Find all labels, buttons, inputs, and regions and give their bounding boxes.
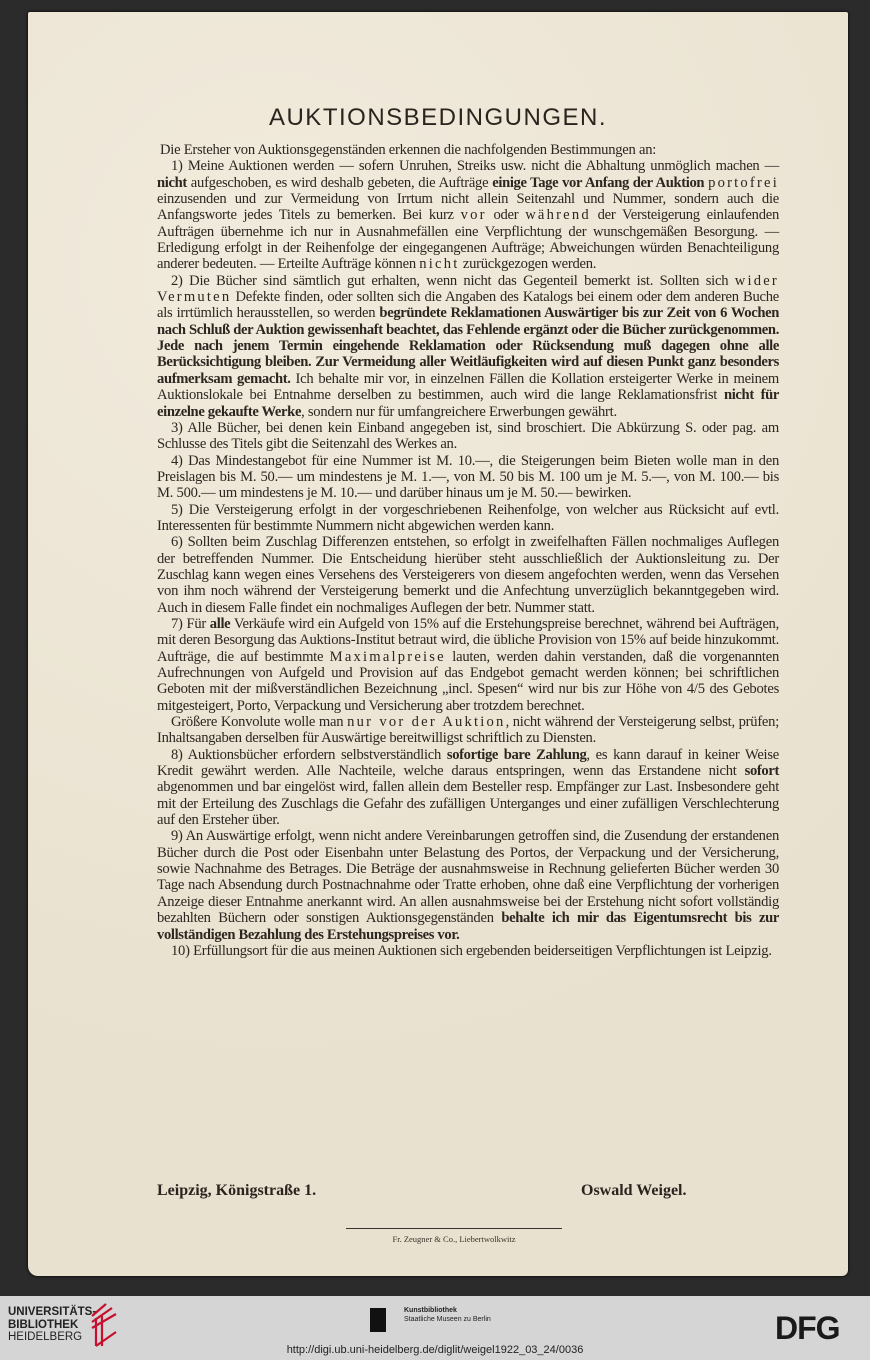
text-run: Verkäufe wird ein Aufgeld von 15% auf die Erstehungspreise berechnet, während bei Aufträgen, mit deren Besorgung das Auktions-Institut betraut wird, die übliche Provision von 15% auf beide hinzukommt. Aufträge, die auf bestimmte: [157, 615, 779, 665]
document-page: [28, 12, 848, 1276]
spaced-text-run: vor: [460, 207, 487, 224]
text-run: 2) Die Bücher sind sämtlich gut erhalten, wenn nicht das Gegenteil bemerkt ist. Sollten sich: [171, 272, 735, 289]
paragraph: [157, 616, 779, 714]
printer-imprint: Fr. Zeugner & Co., Liebertwolkwitz: [392, 1234, 516, 1244]
text-run: , sondern nur für umfangreichere Erwerbungen gewährt.: [301, 403, 617, 420]
paragraph: [157, 502, 779, 535]
paragraph: [157, 273, 779, 420]
kb-line1: Kunstbibliothek: [404, 1307, 457, 1314]
text-run: 4) Das Mindestangebot für eine Nummer ist M. 10.—, die Steigerungen beim Bieten wolle man in den Preislagen bis M. 50.— um mindestens je M. 1.—, von M. 50 bis M. 100 um je M. 5.—, von M. 100.— bis M. 500.— um mindestens je M. 10.— und darüber hinaus um je M. 50.— bewirken.: [157, 452, 779, 502]
ub-line1: UNIVERSITÄTS-: [8, 1306, 97, 1318]
paragraph: [157, 453, 779, 502]
text-run: 9) An Auswärtige erfolgt, wenn nicht andere Vereinbarungen getroffen sind, die Zusendung der erstandenen Bücher durch die Post oder Eisenbahn unter Belastung des Portos, der Verpackung und der Versicherung, sowie Nachnahme des Betrages. Die Beträge der ausnahmsweise in Rechnung gelieferten Bücher werden 30 Tage nach Absendung durch Postnachnahme oder Tratte erhoben, ohne daß eine Verpflichtung der vorherigen Anzeige dieser Entnahme anerkannt wird. An allen ausnahmsweise bei der Erstehung nicht sofort vollständig bezahlten Büchern oder sonstigen Auktionsgegenständen: [157, 828, 779, 927]
text-run: , nicht während der Versteigerung selbst, prüfen; Inhaltsangaben derselben für Auswärtige bereitwilligst schriftlich zu Diensten.: [157, 714, 780, 747]
paragraph: [157, 747, 779, 829]
paragraph: [157, 828, 779, 942]
bold-text-run: sofortige bare Zahlung: [446, 746, 587, 763]
text-run: 3) Alle Bücher, bei denen kein Einband angegeben ist, sind broschiert. Die Abkürzung S. oder pag. am Schlusse des Titels gibt die Seitenzahl des Werkes an.: [157, 419, 779, 453]
digitization-footer: [0, 1296, 870, 1360]
dfg-logo[interactable]: DFG: [775, 1310, 840, 1346]
spaced-text-run: während: [525, 207, 591, 224]
signature-address: Leipzig, Königstraße 1.: [157, 1182, 317, 1199]
ub-heidelberg-logo[interactable]: [8, 1306, 96, 1344]
text-run: lauten, werden dahin verstanden, daß die vorgenannten Aufrechnungen von Aufgeld und Provision auf das Endgebot gemacht werden können; bei schriftlichen Geboten mit der mißverständlichen Bezeichnung „incl. Spesen“ wird nur bis zur Höhe von 4/5 des Gebotes mitgesteigert, Porto, Verpackung und Versicherung aber trotzdem berechnet.: [157, 648, 779, 714]
kb-line2: Staatliche Museen zu Berlin: [404, 1316, 491, 1323]
spaced-text-run: nur vor der Auktion: [347, 714, 506, 731]
paragraph: [157, 534, 779, 616]
document-body: [157, 142, 779, 959]
paragraph: [157, 142, 779, 158]
bold-text-run: begründete Reklamationen Auswärtiger bis zur Zeit von 6 Wochen nach Schluß der Auktion gewissenhaft beachtet, das Fehlende ergänzt oder die Bücher zurückgenommen. Jede nach jenem Termin eingehende Reklamation oder Rücksendung muß dagegen ohne alle Berücksichtigung bleiben. Zur Vermeidung aller Weitläufigkeiten wird auf diesen Punkt ganz besonders aufmerksam gemacht.: [157, 305, 779, 387]
text-run: , es kann darauf in keiner Weise Kredit gewährt werden. Alle Nachteile, welche daraus entspringen, wenn das Erstandene nicht: [157, 746, 780, 780]
bold-text-run: sofort: [744, 763, 779, 780]
text-run: 10) Erfüllungsort für die aus meinen Auktionen sich ergebenden beiderseitigen Verpflichtungen ist Leipzig.: [171, 942, 772, 959]
paragraph: [157, 714, 779, 747]
spaced-text-run: wider Vermuten: [157, 272, 779, 306]
bold-text-run: behalte ich mir das Eigentumsrecht bis zur vollständigen Bezahlung des Erstehungspreises vor.: [157, 910, 779, 943]
page-title: AUKTIONSBEDINGUNGEN.: [268, 104, 608, 131]
text-run: Größere Konvolute wolle man: [171, 714, 348, 731]
ub-heidelberg-mark-icon: [88, 1302, 120, 1348]
ub-line2: BIBLIOTHEK: [8, 1318, 79, 1331]
text-run: 8) Auktionsbücher erfordern selbstverständlich: [171, 746, 447, 763]
bold-text-run: nicht für einzelne gekaufte Werke: [157, 387, 780, 420]
text-run: 7) Für: [171, 615, 210, 632]
ub-line3: HEIDELBERG: [8, 1331, 83, 1343]
text-run: 6) Sollten beim Zuschlag Differenzen entstehen, so erfolgt in zweifelhaften Fällen nochmaliges Auflegen der betreffenden Nummer. Die Entscheidung hierüber steht ausschließlich der Auktionsleitung zu. Der Zuschlag kann wegen eines Versehens des Versteigerers von diesem angefochten werden, wenn das Versehen von ihm noch während der Versteigerung bemerkt und die Anfechtung unverzüglich bekanntgegeben wird. Auch in diesem Falle findet ein nochmaliges Auflegen der betr. Nummer statt.: [157, 534, 779, 616]
text-run: abgenommen und bar eingelöst wird, fallen allein dem Besteller resp. Empfänger zur Last. Insbesondere geht mit der Erteilung des Zuschlags die Gefahr des zufälligen Unterganges und einer zufälligen Verschlechterung auf den Ersteher über.: [157, 779, 779, 829]
text-run: zurückgezogen werden.: [459, 256, 597, 273]
text-run: aufgeschoben, es wird deshalb gebeten, die Aufträge: [186, 174, 493, 191]
text-run: Die Ersteher von Auktionsgegenständen erkennen die nachfolgenden Bestimmungen an:: [160, 142, 657, 158]
source-url[interactable]: http://digi.ub.uni-heidelberg.de/diglit/weigel1922_03_24/0036: [286, 1344, 584, 1356]
paragraph: [157, 158, 779, 272]
paragraph: [157, 420, 779, 453]
text-run: Defekte finden, oder sollten sich die Angaben des Katalogs bei einem oder dem anderen Buche als irrtümlich herausstellen, so werden: [157, 289, 779, 322]
text-run: einzusenden und zur Vermeidung von Irrtum nicht allein Seitenzahl und Nummer, sondern auch die Anfangsworte jedes Titels zu bemerken. Bei kurz: [157, 191, 779, 224]
spaced-text-run: nicht: [419, 256, 460, 273]
bold-text-run: einige Tage vor Anfang der Auktion: [492, 174, 705, 191]
paragraph: [157, 943, 779, 959]
text-run: oder: [486, 207, 526, 224]
kunstbibliothek-mark-icon: [370, 1308, 386, 1332]
text-run: 5) Die Versteigerung erfolgt in der vorgeschriebenen Reihenfolge, von welcher aus Rücksicht auf evtl. Interessenten für bestimmte Nummern nicht abgewichen werden kann.: [157, 501, 779, 534]
text-run: der Versteigerung einlaufenden Aufträgen übernehme ich nur in Ausnahmefällen eine Verpflichtung der wunschgemäßen Besorgung. — Erledigung erfolgt in der Reihenfolge der eingegangenen Aufträge; Abweichungen würden Benachteiligung anderer bedeuten. — Erteilte Aufträge können: [157, 207, 780, 273]
spaced-text-run: portofrei: [708, 174, 779, 191]
signature-name: Oswald Weigel.: [581, 1182, 687, 1199]
text-run: Ich behalte mir vor, in einzelnen Fällen die Kollation ersteigerter Werke in meinem Auktionslokale bei Entnahme derselben zu bestimmen, auch wird die lange Reklamationsfrist: [157, 370, 779, 404]
divider: [346, 1228, 562, 1229]
text-run: 1) Meine Auktionen werden — sofern Unruhen, Streiks usw. nicht die Abhaltung unmöglich machen —: [171, 158, 779, 175]
spaced-text-run: Maximalpreise: [329, 648, 446, 665]
bold-text-run: alle: [209, 615, 231, 632]
bold-text-run: nicht: [157, 174, 187, 191]
